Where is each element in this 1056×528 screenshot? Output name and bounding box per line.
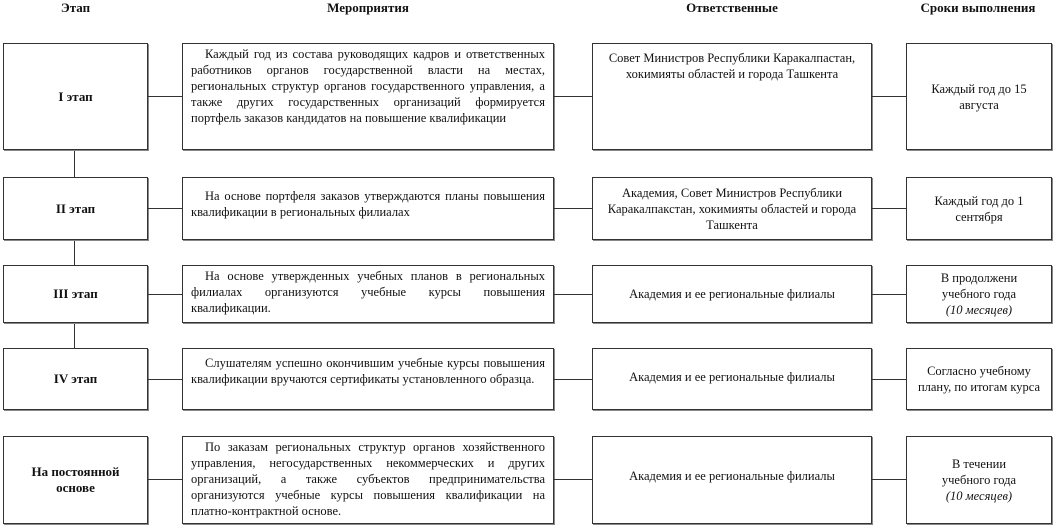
activity-box-4 <box>182 348 554 410</box>
stage-label: I этап <box>58 88 93 104</box>
deadline-box-2 <box>906 177 1052 240</box>
deadline-text: Каждый год до 15 августа <box>931 81 1027 112</box>
activity-text: На основе утвержденных учебных планов в региональных филиалах организуются учебные курсы повышения квалификации. <box>191 269 545 315</box>
deadline-note: (10 месяцев) <box>945 489 1013 503</box>
responsible-box-2 <box>592 177 872 240</box>
activity-text: По заказам региональных структур органов хозяйственного управления, негосударственных некоммерческих и других организаций, а также субъектов предпринимательства организуются учебные курсы повышения квалификации на платно-контрактной основе. <box>191 440 545 518</box>
connector <box>148 479 182 480</box>
stage-label: IV этап <box>53 371 98 386</box>
responsible-text: Совет Министров Республики Каракалпастан, хокимияты областей и города Ташкента <box>608 51 856 81</box>
stage-box-3 <box>3 265 148 323</box>
activity-text: Каждый год из состава руководящих кадров и ответственных работников органов государственной власти на местах, региональных структур органов государственного управления, а также других государственных организаций формируется портфель заказов кандидатов на повышение квалификации <box>191 47 545 125</box>
responsible-text: Академия и ее региональные филиалы <box>629 469 835 483</box>
stage-box-1 <box>3 43 148 150</box>
responsible-text: Академия и ее региональные филиалы <box>629 370 835 384</box>
responsible-box-1 <box>592 43 872 150</box>
responsible-box-4 <box>592 348 872 410</box>
connector <box>148 294 182 295</box>
activity-box-1 <box>182 43 554 150</box>
connector <box>554 294 592 295</box>
connector <box>554 379 592 380</box>
connector <box>872 379 906 380</box>
activity-box-5 <box>182 436 554 524</box>
deadline-text: В течении учебного года <box>941 457 1017 487</box>
deadline-text: В продолжени учебного года <box>940 271 1018 301</box>
stage-box-4 <box>3 348 148 410</box>
header-responsible: Ответственные <box>686 0 778 15</box>
header-stage: Этап <box>60 0 91 15</box>
deadline-box-3 <box>906 265 1052 323</box>
header-activities: Мероприятия <box>327 0 409 15</box>
connector <box>554 96 592 97</box>
stage-box-2 <box>3 177 148 240</box>
deadline-box-5 <box>906 436 1052 524</box>
activity-box-3 <box>182 265 554 323</box>
deadline-box-1 <box>906 43 1052 150</box>
connector <box>872 96 906 97</box>
connector <box>148 208 182 209</box>
header-deadlines: Сроки выполнения <box>920 0 1036 15</box>
activity-text: Слушателям успешно окончившим учебные курсы повышения квалификации вручаются сертификаты установленного образца. <box>191 356 545 386</box>
responsible-text: Академия, Совет Министров Республики Каракалпакстан, хокимияты областей и города Ташкента <box>607 185 857 232</box>
stage-label: II этап <box>55 200 96 216</box>
responsible-text: Академия и ее региональные филиалы <box>629 287 835 301</box>
deadline-text: Каждый год до 1 сентября <box>934 193 1024 224</box>
stage-box-5 <box>3 436 148 524</box>
connector <box>554 208 592 209</box>
stage-connector-1-2 <box>74 150 75 177</box>
connector <box>148 96 182 97</box>
stage-connector-3-4 <box>74 323 75 348</box>
deadline-text: Согласно учебному плану, по итогам курса <box>917 364 1041 394</box>
connector <box>872 294 906 295</box>
responsible-box-3 <box>592 265 872 323</box>
connector <box>554 479 592 480</box>
stage-label: На постоянной основе <box>31 464 120 495</box>
deadline-box-4 <box>906 348 1052 410</box>
stage-connector-2-3 <box>74 240 75 265</box>
deadline-note: (10 месяцев) <box>945 303 1013 317</box>
connector <box>148 379 182 380</box>
stage-label: III этап <box>53 286 98 301</box>
connector <box>872 208 906 209</box>
responsible-box-5 <box>592 436 872 524</box>
activity-text: На основе портфеля заказов утверждаются планы повышения квалификации в региональных филиалах <box>191 189 545 219</box>
connector <box>872 479 906 480</box>
activity-box-2 <box>182 177 554 240</box>
